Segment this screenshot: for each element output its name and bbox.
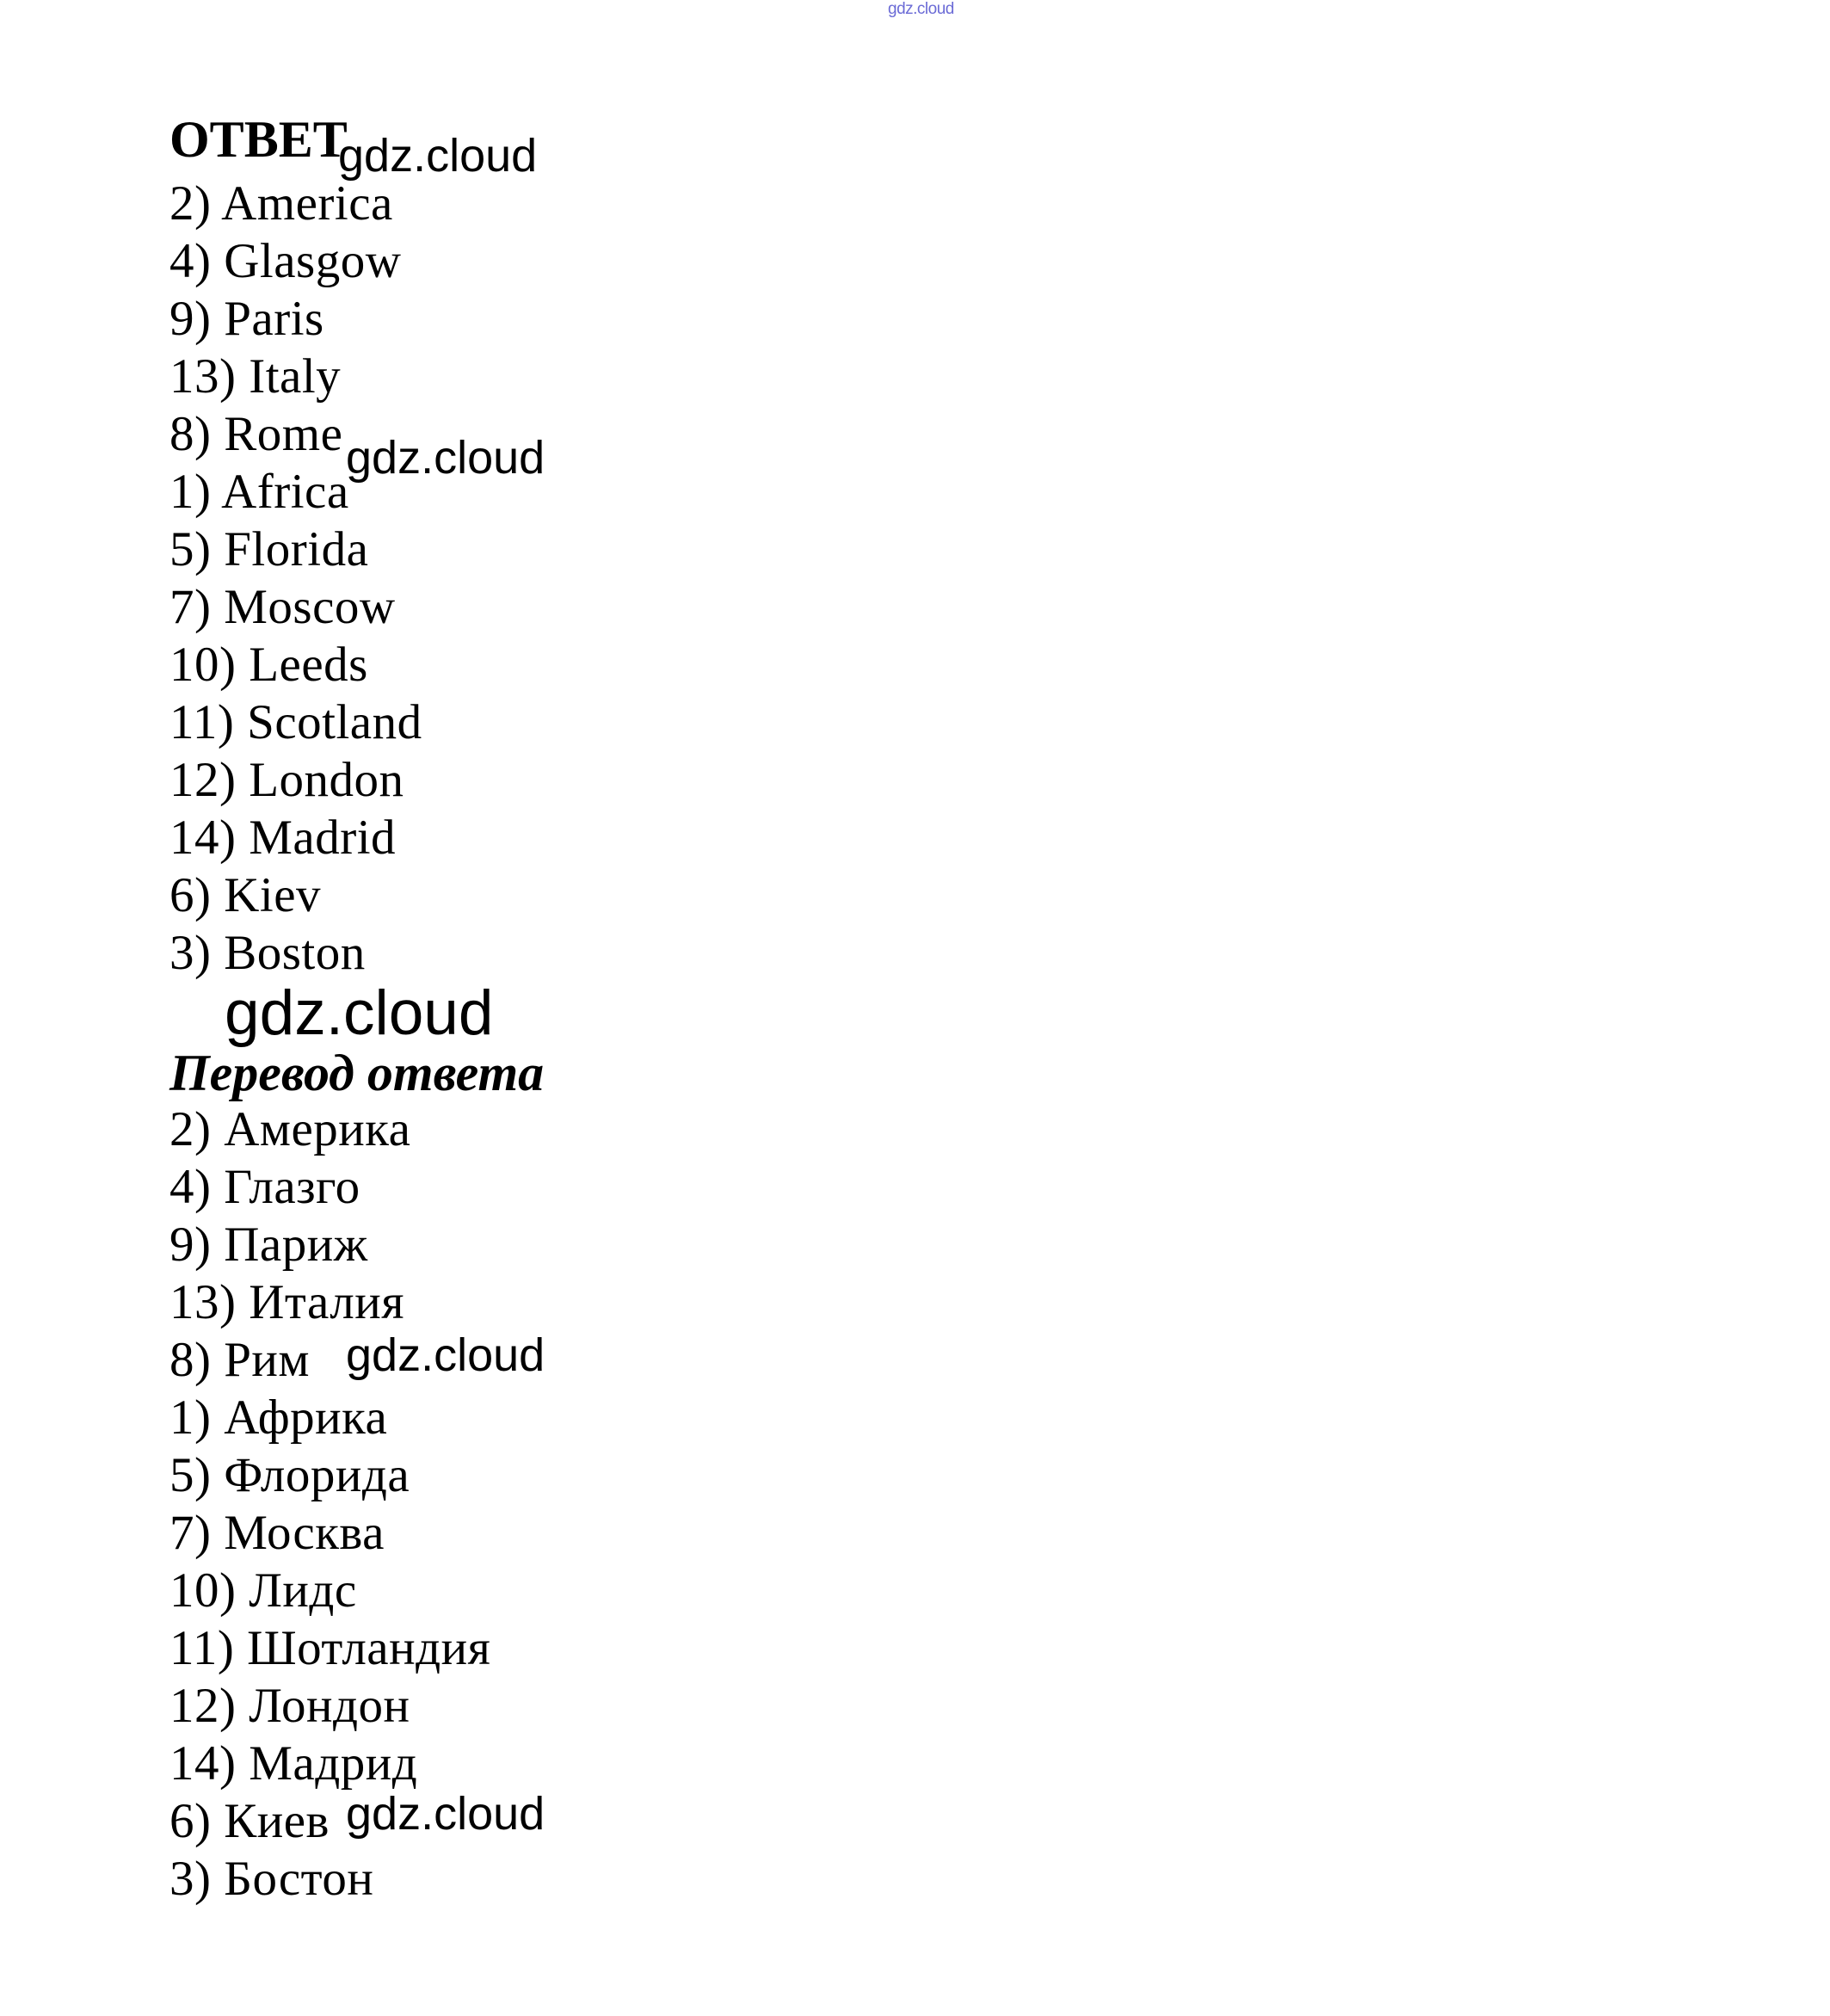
- translation-item: 10) Лидс: [169, 1563, 357, 1618]
- translation-item: 4) Глазго: [169, 1160, 360, 1214]
- translation-item: 12) Лондон: [169, 1679, 410, 1733]
- answer-item: 13) Italy: [169, 349, 342, 404]
- answer-item: 11) Scotland: [169, 695, 422, 749]
- answer-item: 12) London: [169, 753, 404, 807]
- watermark: gdz.cloud: [346, 1329, 545, 1381]
- answer-item: 9) Paris: [169, 292, 324, 346]
- watermark: gdz.cloud: [225, 978, 494, 1048]
- watermark: gdz.cloud: [338, 130, 538, 182]
- translation-item: 9) Париж: [169, 1218, 368, 1272]
- answer-heading: ОТВЕТ: [169, 111, 348, 168]
- answer-item: 8) Rome: [169, 407, 343, 461]
- answer-item: 5) Florida: [169, 522, 369, 576]
- translation-item: 6) Киев: [169, 1794, 330, 1848]
- answer-item: 6) Kiev: [169, 868, 322, 922]
- translation-item: 11) Шотландия: [169, 1621, 491, 1675]
- watermark: gdz.cloud: [346, 432, 545, 484]
- translation-item: 13) Италия: [169, 1275, 404, 1329]
- translation-item: 8) Рим: [169, 1333, 311, 1387]
- answer-item: 1) Africa: [169, 465, 349, 519]
- translation-item: 2) Америка: [169, 1102, 411, 1156]
- answer-item: 2) America: [169, 176, 393, 231]
- translation-item: 1) Африка: [169, 1390, 388, 1445]
- translation-item: 14) Мадрид: [169, 1736, 418, 1791]
- watermark: gdz.cloud: [346, 1788, 545, 1840]
- answer-item: 10) Leeds: [169, 638, 368, 692]
- answer-item: 7) Moscow: [169, 580, 396, 634]
- top-watermark: gdz.cloud: [888, 0, 954, 18]
- translation-item: 3) Бостон: [169, 1852, 374, 1906]
- translation-item: 7) Москва: [169, 1506, 385, 1560]
- answer-item: 4) Glasgow: [169, 234, 402, 288]
- translation-heading: Перевод ответа: [169, 1045, 545, 1101]
- answer-item: 3) Boston: [169, 926, 366, 980]
- answer-item: 14) Madrid: [169, 811, 397, 865]
- translation-item: 5) Флорида: [169, 1448, 410, 1502]
